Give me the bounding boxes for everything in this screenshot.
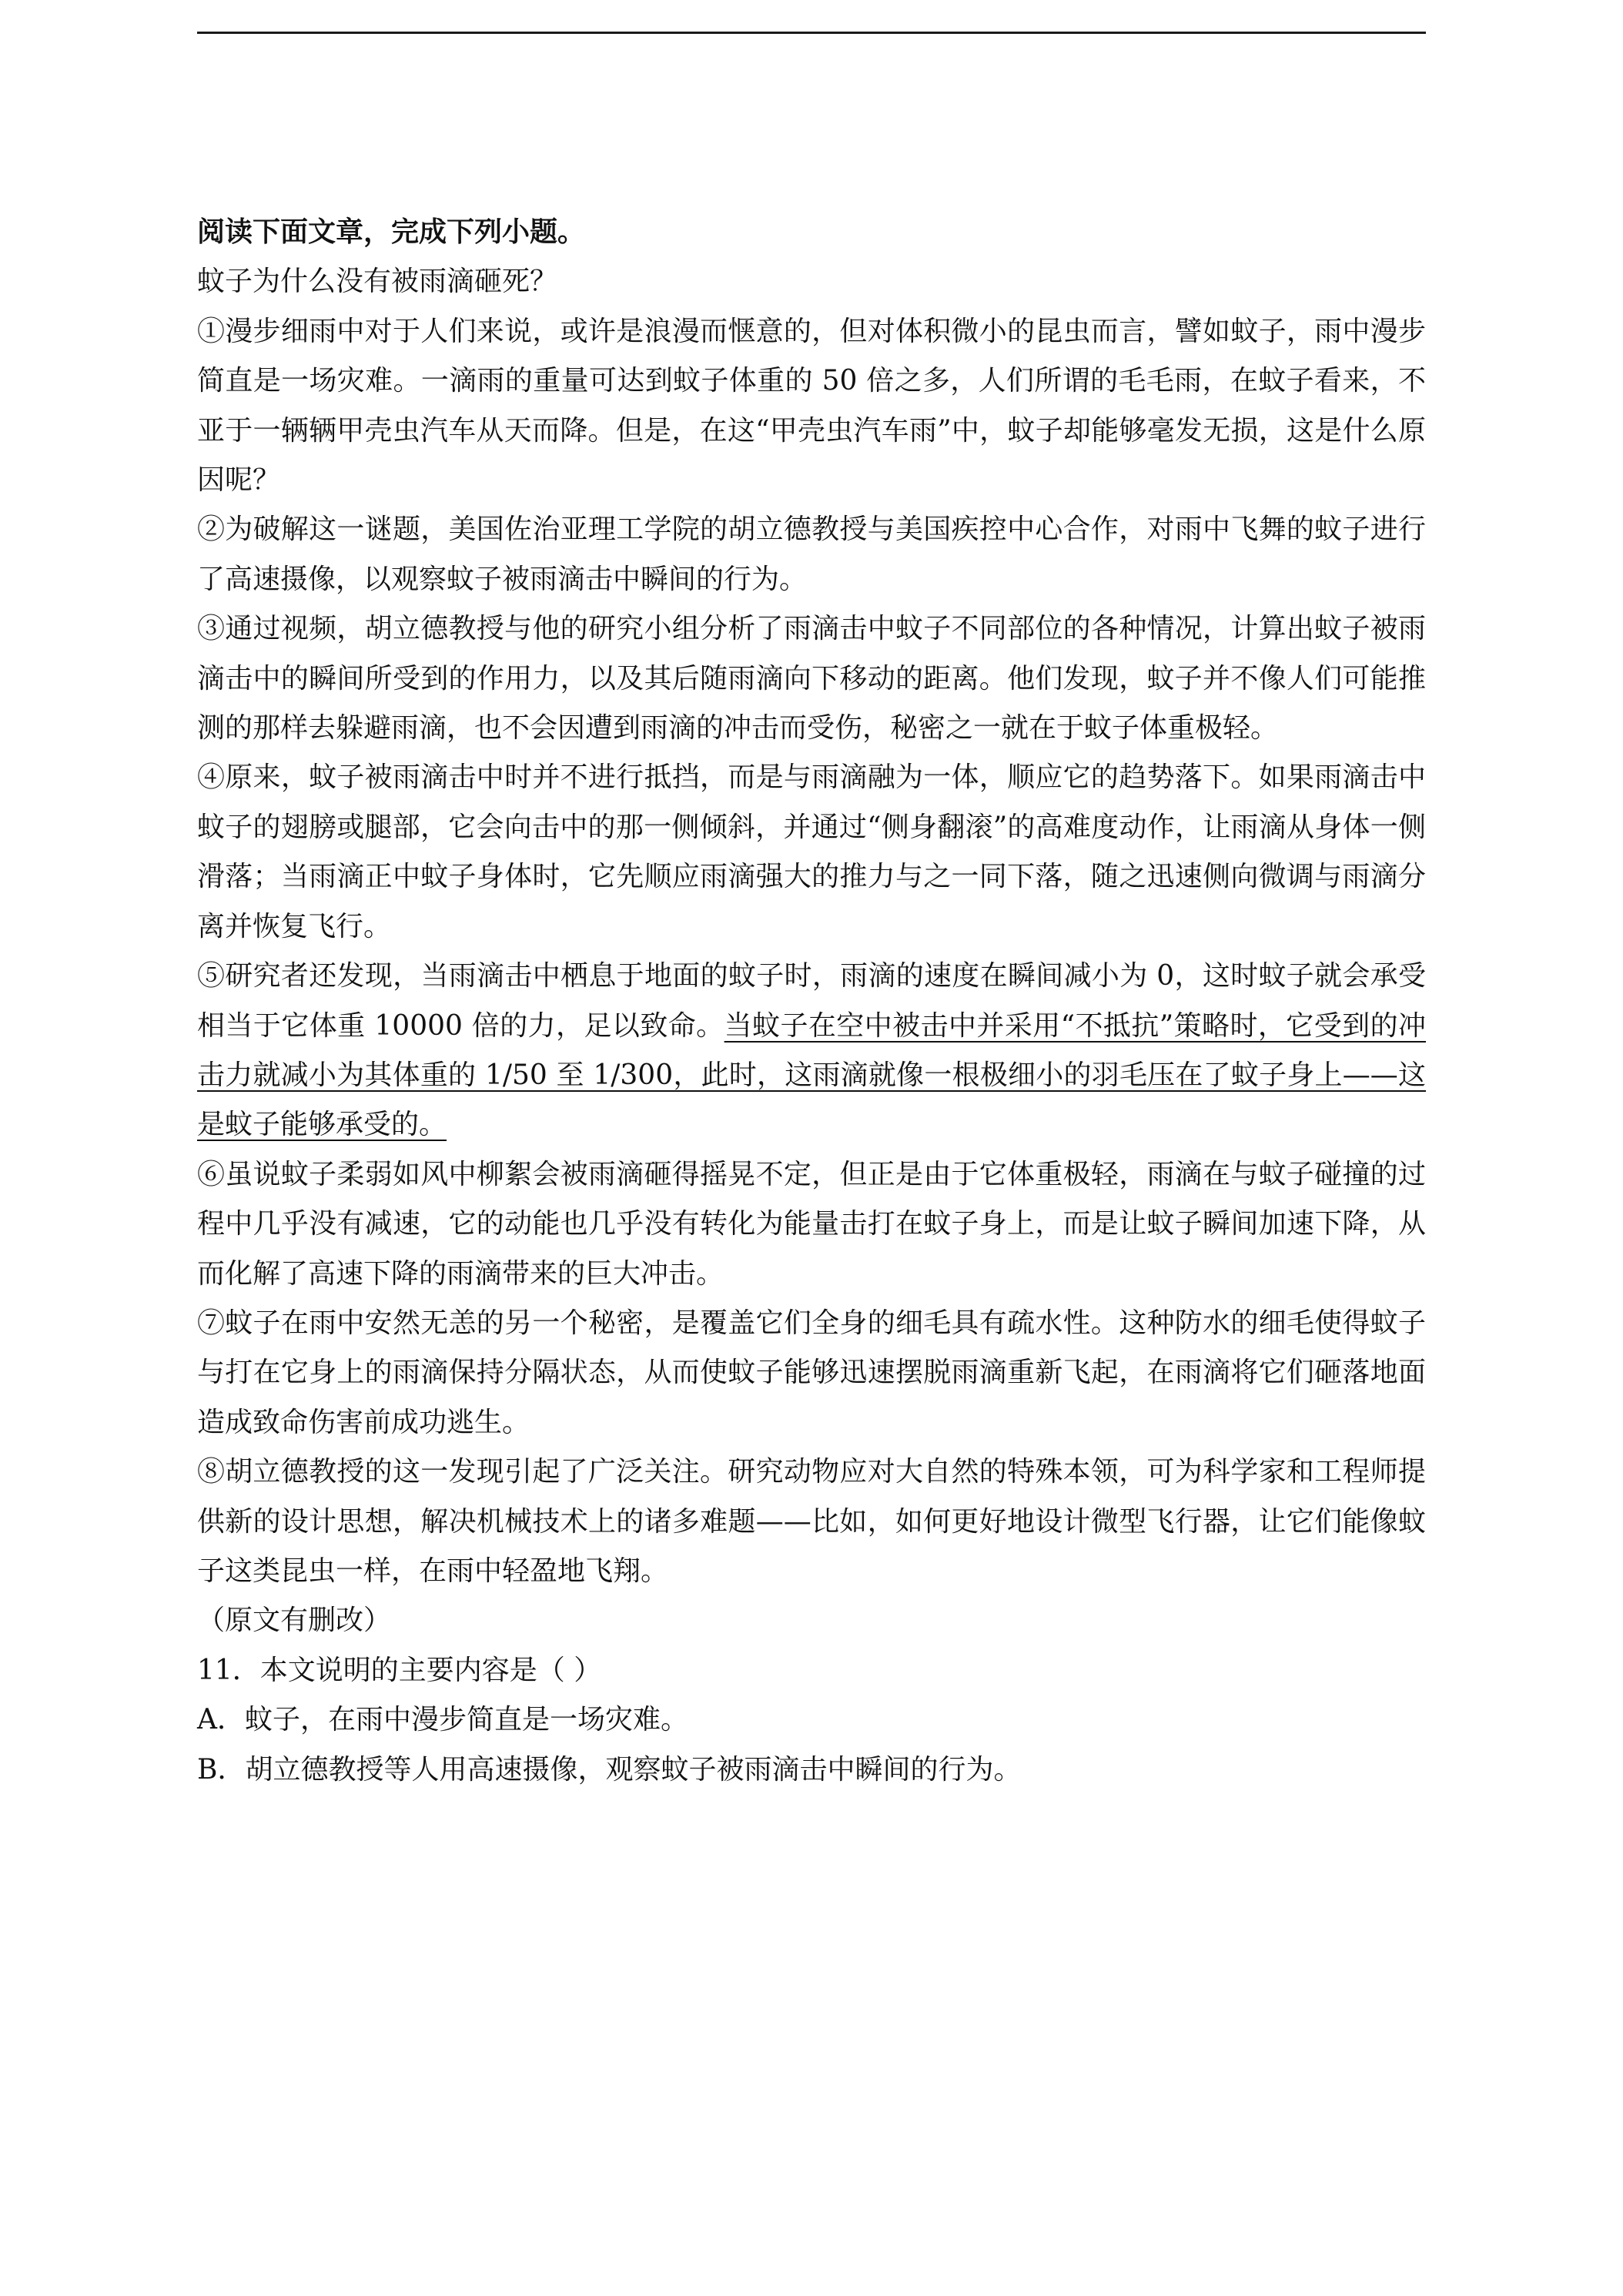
paragraph-3: ③通过视频，胡立德教授与他的研究小组分析了雨滴击中蚊子不同部位的各种情况，计算出蚊子被雨滴击中的瞬间所受到的作用力，以及其后随雨滴向下移动的距离。他们发现，蚊子并不像人们可能推测的那样去躲避雨滴，也不会因遭到雨滴的冲击而受伤，秘密之一就在于蚊子体重极轻。 <box>197 613 1426 745</box>
paragraph-1: ①漫步细雨中对于人们来说，或许是浪漫而惬意的，但对体积微小的昆虫而言，譬如蚊子，雨中漫步简直是一场灾难。一滴雨的重量可达到蚊子体重的 50 倍之多，人们所谓的毛毛雨，在蚊子看来，不亚于一辆辆甲壳虫汽车从天而降。但是，在这“甲壳虫汽车雨”中，蚊子却能够毫发无损，这是什么原因呢？ <box>197 315 1426 497</box>
header-rule <box>197 32 1426 34</box>
paragraph-6: ⑥虽说蚊子柔弱如风中柳絮会被雨滴砸得摇晃不定，但正是由于它体重极轻，雨滴在与蚊子碰撞的过程中几乎没有减速，它的动能也几乎没有转化为能量击打在蚊子身上，而是让蚊子瞬间加速下降，从而化解了高速下降的雨滴带来的巨大冲击。 <box>197 1158 1426 1290</box>
source-note: （原文有删改） <box>197 1605 392 1637</box>
option-b: B．胡立德教授等人用高速摄像，观察蚊子被雨滴击中瞬间的行为。 <box>197 1753 1022 1786</box>
article-title: 蚊子为什么没有被雨滴砸死？ <box>197 266 558 298</box>
paragraph-5-plain: ⑤研究者还发现，当雨滴击中栖息于地面的蚊子时，雨滴的速度在瞬间减小为 0，这时蚊子就会承受相当于它体重 10000 倍的力，足以致命。 <box>197 960 1426 1042</box>
paragraph-2: ②为破解这一谜题，美国佐治亚理工学院的胡立德教授与美国疾控中心合作，对雨中飞舞的蚊子进行了高速摄像，以观察蚊子被雨滴击中瞬间的行为。 <box>197 514 1426 595</box>
paragraph-8: ⑧胡立德教授的这一发现引起了广泛关注。研究动物应对大自然的特殊本领，可为科学家和工程师提供新的设计思想，解决机械技术上的诸多难题——比如，如何更好地设计微型飞行器，让它们能像蚊子这类昆虫一样，在雨中轻盈地飞翔。 <box>197 1456 1426 1587</box>
paragraph-5-underlined: 当蚊子在空中被击中并采用“不抵抗”策略时，它受到的冲击力就减小为其体重的 1/50 至 1/300，此时，这雨滴就像一根极细小的羽毛压在了蚊子身上——这是蚊子能够承受的。 <box>197 1009 1426 1141</box>
paragraph-5 <box>197 952 1426 1150</box>
question-stem: 11．本文说明的主要内容是（ ） <box>197 1654 602 1686</box>
reading-instruction: 阅读下面文章，完成下列小题。 <box>197 216 586 248</box>
option-a: A．蚊子，在雨中漫步简直是一场灾难。 <box>197 1704 688 1736</box>
paragraph-7: ⑦蚊子在雨中安然无恙的另一个秘密，是覆盖它们全身的细毛具有疏水性。这种防水的细毛使得蚊子与打在它身上的雨滴保持分隔状态，从而使蚊子能够迅速摆脱雨滴重新飞起，在雨滴将它们砸落地面造成致命伤害前成功逃生。 <box>197 1307 1426 1438</box>
paragraph-4: ④原来，蚊子被雨滴击中时并不进行抵挡，而是与雨滴融为一体，顺应它的趋势落下。如果雨滴击中蚊子的翅膀或腿部，它会向击中的那一侧倾斜，并通过“侧身翻滚”的高难度动作，让雨滴从身体一侧滑落；当雨滴正中蚊子身体时，它先顺应雨滴强大的推力与之一同下落，随之迅速侧向微调与雨滴分离并恢复飞行。 <box>197 761 1426 942</box>
document-body <box>197 208 1426 1795</box>
